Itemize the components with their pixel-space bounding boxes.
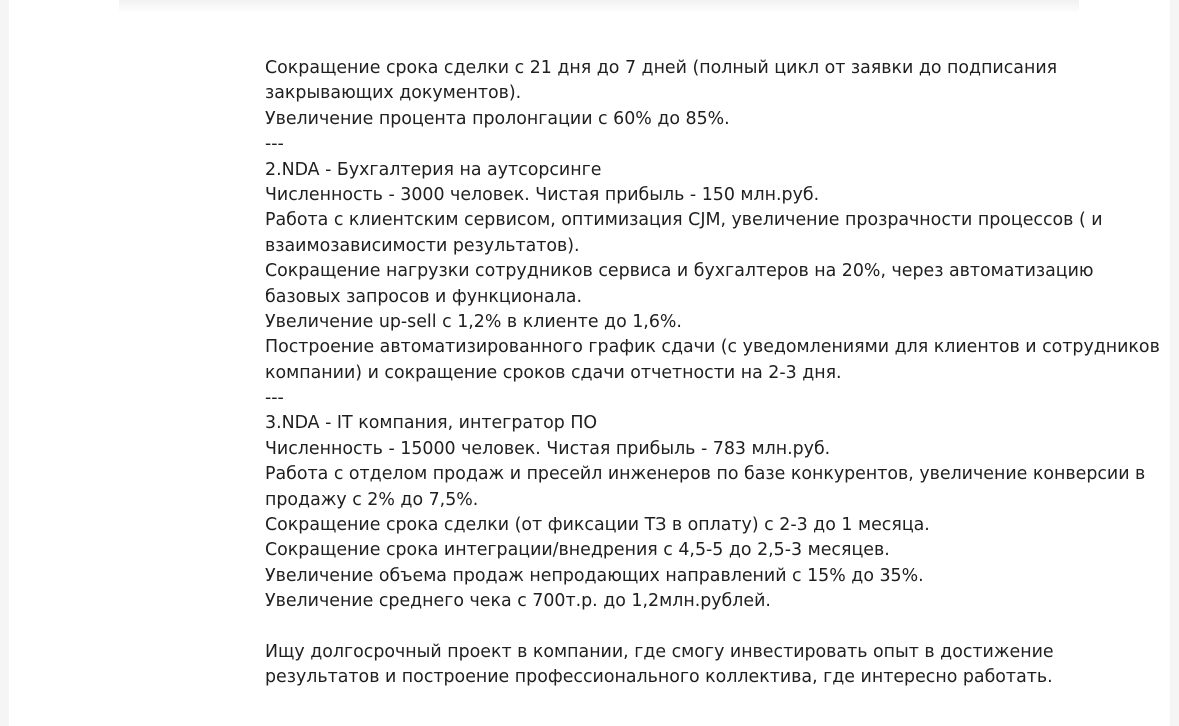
text-line: Сокращение нагрузки сотрудников сервиса и бухгалтеров на 20%, через автоматизацию (265, 261, 1094, 282)
text-line: результатов и построение профессионального коллектива, где интересно работать. (265, 667, 1053, 688)
section-heading: 2.NDA - Бухгалтерия на аутсорсинге (265, 159, 602, 180)
text-line: закрывающих документов). (265, 83, 522, 104)
document-page (9, 0, 1170, 726)
text-line: Увеличение среднего чека с 700т.р. до 1,2млн.рублей. (265, 591, 771, 612)
text-line: продажу с 2% до 7,5%. (265, 489, 479, 510)
text-line: Ищу долгосрочный проект в компании, где смогу инвестировать опыт в достижение (265, 641, 1054, 662)
blank-line (265, 615, 1125, 640)
text-line: Численность - 15000 человек. Чистая прибыль - 783 млн.руб. (265, 438, 831, 459)
separator-line: --- (265, 388, 284, 409)
text-line: Работа с клиентским сервисом, оптимизация CJM, увеличение прозрачности процессов ( и (265, 210, 1103, 231)
text-line: Увеличение объема продаж непродающих направлений с 15% до 35%. (265, 565, 924, 586)
document-body (265, 56, 1160, 691)
text-line: Численность - 3000 человек. Чистая прибыль - 150 млн.руб. (265, 184, 820, 205)
top-shadow (119, 0, 1079, 14)
text-line: Увеличение up-sell с 1,2% в клиенте до 1,6%. (265, 311, 682, 332)
section-heading: 3.NDA - IT компания, интегратор ПО (265, 413, 598, 434)
text-line: Увеличение процента пролонгации с 60% до 85%. (265, 108, 730, 129)
text-line: взаимозависимости результатов). (265, 235, 580, 256)
text-line: Сокращение срока интеграции/внедрения с 4,5-5 до 2,5-3 месяцев. (265, 540, 890, 561)
text-line: Сокращение срока сделки с 21 дня до 7 дней (полный цикл от заявки до подписания (265, 58, 1058, 78)
text-line: Сокращение срока сделки (от фиксации ТЗ в оплату) с 2-3 до 1 месяца. (265, 515, 930, 536)
text-line: базовых запросов и функционала. (265, 286, 582, 307)
separator-line: --- (265, 134, 284, 155)
text-line: компании) и сокращение сроков сдачи отчетности на 2-3 дня. (265, 362, 842, 383)
text-line: Построение автоматизированного график сдачи (с уведомлениями для клиентов и сотрудников (265, 337, 1160, 358)
text-line: Работа с отделом продаж и пресейл инженеров по базе конкурентов, увеличение конверсии в (265, 464, 1146, 485)
